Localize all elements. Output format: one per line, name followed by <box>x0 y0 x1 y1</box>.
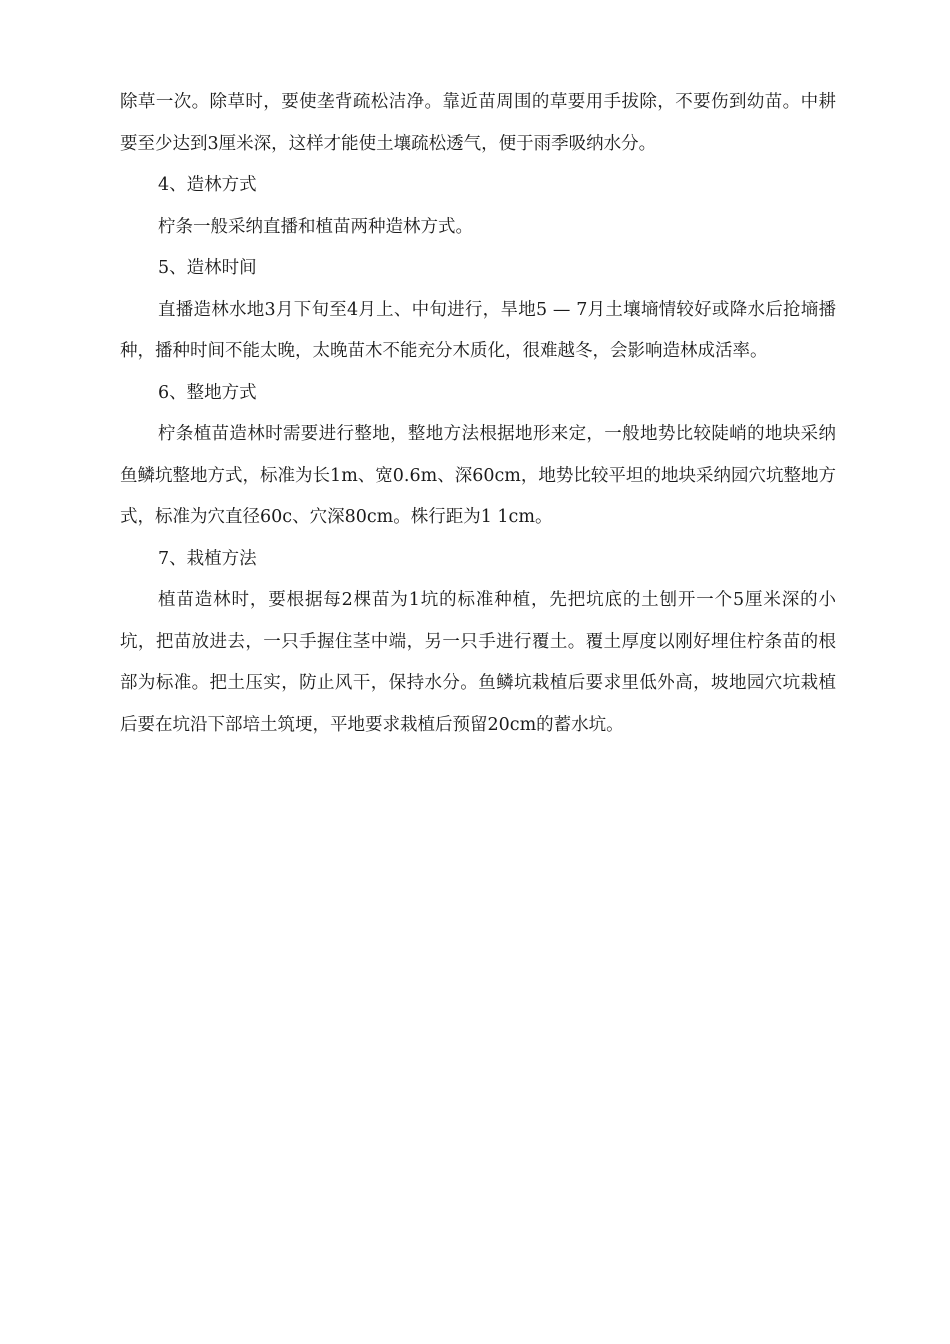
paragraph-planting-method: 植苗造林时，要根据每2棵苗为1坑的标准种植，先把坑底的土刨开一个5厘米深的小坑，把苗放进去，一只手握住茎中端，另一只手进行覆土。覆土厚度以刚好埋住柠条苗的根部为标准。把土压实，防止风干，保持水分。鱼鳞坑栽植后要求里低外高，坡地园穴坑栽植后要在坑沿下部培土筑埂，平地要求栽植后预留20cm的蓄水坑。 <box>120 590 836 735</box>
section-heading-afforestation-time: 5、造林时间 <box>158 258 257 278</box>
paragraph-site-preparation: 柠条植苗造林时需要进行整地，整地方法根据地形来定，一般地势比较陡峭的地块采纳鱼鳞坑整地方式，标准为长1m、宽0.6m、深60cm，地势比较平坦的地块采纳园穴坑整地方式，标准为穴直径60c、穴深80cm。株行距为1 1cm。 <box>120 424 836 527</box>
section-heading-afforestation-method: 4、造林方式 <box>158 175 257 195</box>
paragraph-afforestation-time: 直播造林水地3月下旬至4月上、中旬进行，旱地5 — 7月土壤墒情较好或降水后抢墒播种，播种时间不能太晚，太晚苗木不能充分木质化，很难越冬，会影响造林成活率。 <box>120 299 836 361</box>
section-heading-planting-method: 7、栽植方法 <box>158 548 257 569</box>
paragraph-afforestation-method: 柠条一般采纳直播和植苗两种造林方式。 <box>158 216 473 237</box>
section-heading-site-preparation: 6、整地方式 <box>158 382 257 403</box>
document-body <box>120 82 836 746</box>
paragraph-continued: 除草一次。除草时，要使垄背疏松洁净。靠近苗周围的草要用手拔除，不要伤到幼苗。中耕要至少达到3厘米深，这样才能使土壤疏松透气，便于雨季吸纳水分。 <box>120 92 836 154</box>
